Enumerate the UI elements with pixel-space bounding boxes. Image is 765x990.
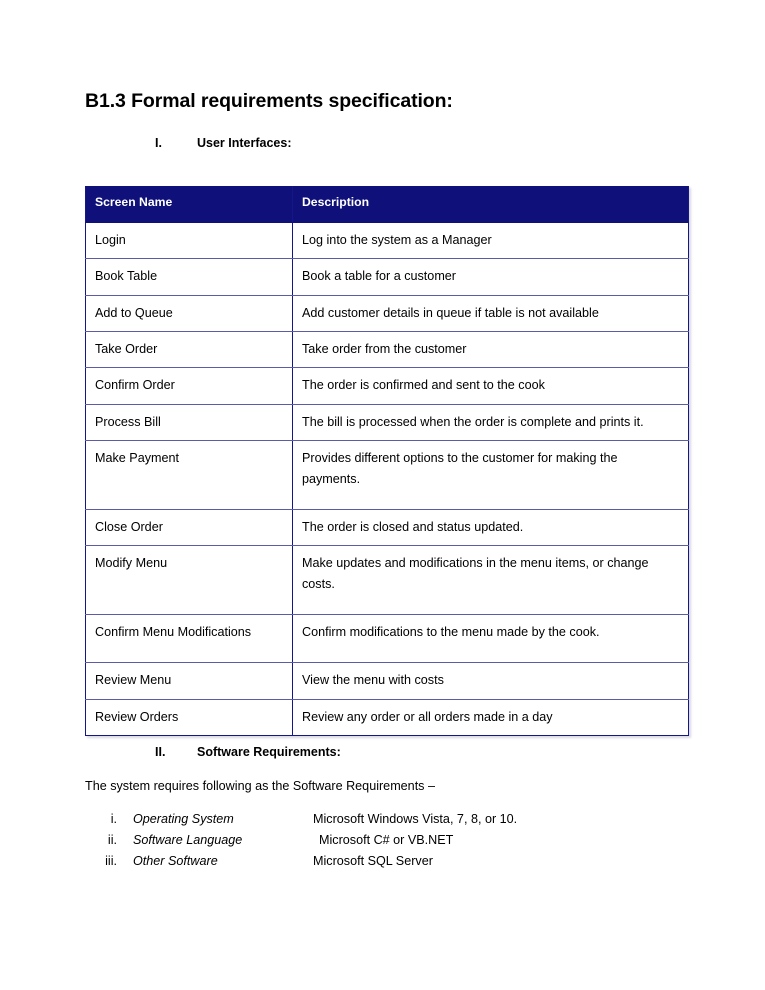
cell-description: Book a table for a customer <box>293 259 689 295</box>
cell-description: The bill is processed when the order is complete and prints it. <box>293 404 689 440</box>
cell-description: Review any order or all orders made in a day <box>293 699 689 735</box>
section-heading-label: Software Requirements: <box>197 745 341 759</box>
section-heading-software-requirements <box>155 745 341 759</box>
table-header <box>86 187 689 223</box>
column-header-description: Description <box>293 187 689 223</box>
table-row <box>86 222 689 258</box>
cell-screen-name: Book Table <box>86 259 293 295</box>
cell-description: Log into the system as a Manager <box>293 222 689 258</box>
cell-screen-name: Confirm Order <box>86 368 293 404</box>
table-row <box>86 441 689 510</box>
table-row <box>86 615 689 663</box>
list-item-numeral: ii. <box>107 833 117 847</box>
column-header-screen-name: Screen Name <box>86 187 293 223</box>
software-requirements-intro: The system requires following as the Software Requirements – <box>85 779 435 793</box>
cell-description: Take order from the customer <box>293 331 689 367</box>
table-row <box>86 509 689 545</box>
cell-screen-name: Review Orders <box>86 699 293 735</box>
cell-screen-name: Make Payment <box>86 441 293 510</box>
list-item-value: Microsoft C# or VB.NET <box>319 833 454 847</box>
table-body <box>86 222 689 735</box>
table-header-row <box>86 187 689 223</box>
user-interfaces-table <box>85 186 689 736</box>
cell-screen-name: Close Order <box>86 509 293 545</box>
list-item-label: Operating System <box>133 812 234 826</box>
cell-description: The order is confirmed and sent to the cook <box>293 368 689 404</box>
page-title: B1.3 Formal requirements specification: <box>85 90 453 112</box>
list-item <box>85 812 685 833</box>
table-row <box>86 331 689 367</box>
software-requirements-list <box>85 812 685 875</box>
list-item-value: Microsoft Windows Vista, 7, 8, or 10. <box>313 812 518 826</box>
section-heading-user-interfaces <box>155 136 292 150</box>
cell-screen-name: Add to Queue <box>86 295 293 331</box>
table-row <box>86 404 689 440</box>
section-heading-label: User Interfaces: <box>197 136 292 150</box>
list-item <box>85 833 685 854</box>
cell-description: Make updates and modifications in the menu items, or change costs. <box>293 546 689 615</box>
cell-description: Add customer details in queue if table is not available <box>293 295 689 331</box>
table-row <box>86 663 689 699</box>
cell-description: Provides different options to the customer for making the payments. <box>293 441 689 510</box>
cell-screen-name: Take Order <box>86 331 293 367</box>
list-item-numeral: iii. <box>105 854 117 868</box>
cell-screen-name: Login <box>86 222 293 258</box>
table-row <box>86 368 689 404</box>
cell-screen-name: Confirm Menu Modifications <box>86 615 293 663</box>
list-item-value: Microsoft SQL Server <box>313 854 433 868</box>
list-item <box>85 854 685 875</box>
table-row <box>86 295 689 331</box>
section-numeral: II. <box>155 745 166 759</box>
cell-screen-name: Review Menu <box>86 663 293 699</box>
table-row <box>86 699 689 735</box>
table-row <box>86 259 689 295</box>
cell-description: The order is closed and status updated. <box>293 509 689 545</box>
cell-screen-name: Process Bill <box>86 404 293 440</box>
section-numeral: I. <box>155 136 162 150</box>
table-row <box>86 546 689 615</box>
list-item-label: Other Software <box>133 854 218 868</box>
cell-description: Confirm modifications to the menu made by the cook. <box>293 615 689 663</box>
cell-description: View the menu with costs <box>293 663 689 699</box>
cell-screen-name: Modify Menu <box>86 546 293 615</box>
list-item-label: Software Language <box>133 833 243 847</box>
list-item-numeral: i. <box>110 812 117 826</box>
